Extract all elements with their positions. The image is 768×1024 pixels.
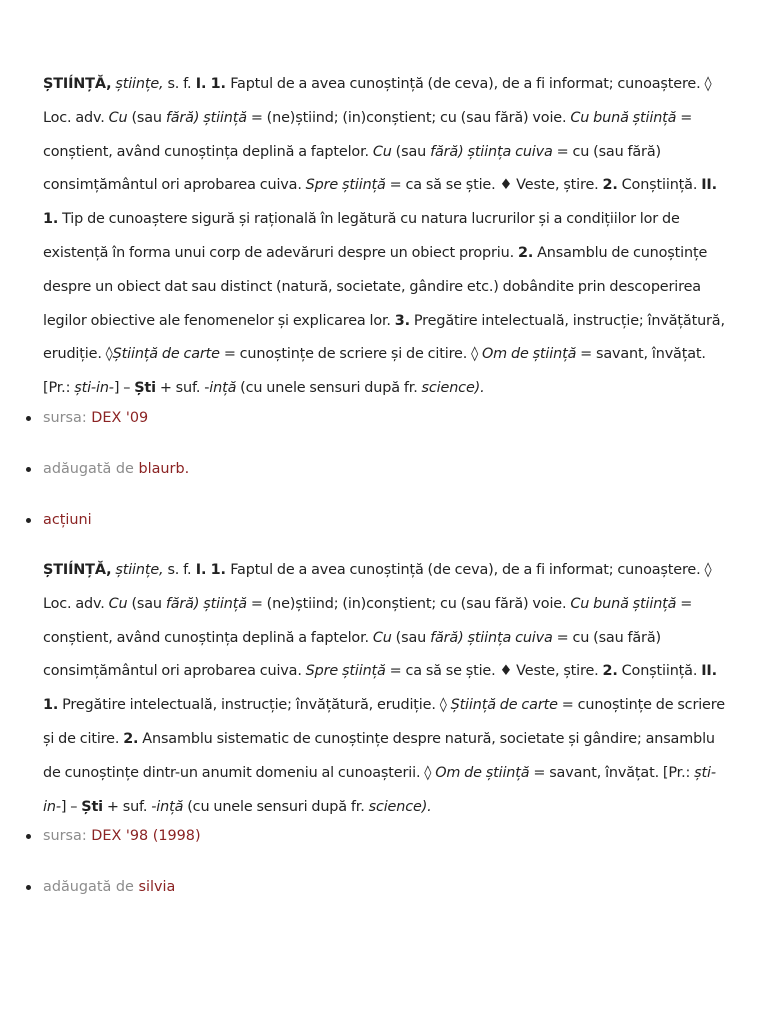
actions-item (43, 508, 728, 532)
entry-meta (43, 406, 728, 532)
sense-number: 2. (123, 730, 139, 747)
italic-phrase: Cu (372, 629, 392, 646)
headword: ȘTIÍNȚĂ, (43, 561, 112, 578)
sense-number: I. 1. (191, 76, 231, 92)
sense-number: 2. (517, 244, 534, 261)
italic-phrase: Știință de carte (450, 697, 558, 714)
definition-fragment: Pregătire intelectuală, instrucție; învățătură, erudiție. ◊ (58, 697, 451, 714)
definition-entry (43, 68, 728, 532)
definition-fragment: (sau (391, 143, 431, 160)
sense-number: I. 1. (191, 561, 231, 578)
definition-fragment: = cunoștințe de scriere și de citire. (43, 697, 725, 747)
sense-number: 2. (602, 177, 618, 194)
sense-number: Ști (81, 798, 103, 815)
italic-phrase: Cu bună știință (570, 595, 677, 612)
italic-phrase: fără) știință (165, 109, 247, 126)
definition-fragment: Pregătire intelectuală, instrucție; învățătură, erudiție. ◊ (43, 312, 725, 363)
definition-fragment: (cu unele sensuri după fr. (236, 380, 422, 397)
definition-text (43, 554, 728, 824)
added-by-user-link[interactable]: silvia (138, 879, 176, 896)
definition-fragment: = ca să se știe. ♦ Veste, știre. (385, 663, 603, 680)
added-by-label: adăugată de (43, 460, 134, 477)
definition-fragment: Tip de cunoaștere sigură și rațională în legătură cu natura lucrurilor și a condițiilor lor de existență în forma unui corp de adevăruri despre un obiect propriu. (43, 211, 680, 261)
italic-phrase: ști-in- (74, 380, 114, 397)
italic-phrase: fără) știință (165, 595, 247, 612)
added-by-item (43, 875, 728, 899)
definition-fragment: (sau (127, 109, 166, 126)
definition-fragment: ] – (113, 380, 135, 397)
italic-phrase: Cu (108, 595, 128, 612)
sense-number: 2. (602, 663, 618, 680)
definition-fragment: (sau (391, 629, 431, 646)
plural-form: științe, (115, 76, 164, 92)
italic-phrase: -ință (151, 798, 184, 815)
source-link[interactable]: DEX '98 (1998) (91, 828, 201, 845)
part-of-speech: s. f. (167, 561, 192, 578)
added-by-user-link[interactable]: blaurb. (138, 460, 190, 477)
sense-number: II. 1. (43, 663, 717, 714)
definition-fragment: + suf. (102, 798, 152, 815)
actions-link[interactable]: acțiuni (43, 511, 92, 528)
definition-fragment: Conștiință. (617, 663, 702, 680)
sense-number: 3. (394, 312, 410, 329)
italic-phrase: science). (368, 798, 432, 815)
definition-fragment: = ca să se știe. ♦ Veste, știre. (385, 177, 603, 194)
source-label: sursa: (43, 409, 87, 426)
definition-fragment: Faptul de a avea cunoștință (de ceva), de a fi informat; cunoaștere. ◊ Loc. adv. (43, 561, 712, 612)
definition-entry (43, 554, 728, 899)
source-item (43, 406, 728, 430)
definition-fragment: = cu (sau fără) consimțământul ori aprobarea cuiva. (43, 629, 661, 680)
sense-number: II. 1. (43, 177, 717, 228)
definition-fragment: (sau (127, 595, 166, 612)
definition-fragment: = savant, învățat. [Pr.: (529, 764, 695, 781)
definition-fragment: ] – (60, 798, 82, 815)
definition-fragment: = conștient, având cunoștința deplină a faptelor. (43, 109, 693, 160)
italic-phrase: Cu bună știință (570, 109, 677, 126)
sense-number: Ști (134, 380, 156, 397)
definition-fragment: (cu unele sensuri după fr. (183, 798, 369, 815)
italic-phrase: ință (209, 380, 237, 397)
source-label: sursa: (43, 828, 87, 845)
definition-text (43, 68, 728, 406)
italic-phrase: science). (421, 380, 485, 397)
definition-fragment: + suf. - (155, 380, 210, 397)
source-item (43, 824, 728, 848)
definition-fragment: Ansamblu sistematic de cunoștințe despre natură, societate și gândire; ansamblu de cunoștințe dintr-un anumit domeniu al cunoașterii. ◊ (43, 730, 715, 781)
definition-fragment: Faptul de a avea cunoștință (de ceva), de a fi informat; cunoaștere. ◊ Loc. adv. (43, 76, 712, 126)
definition-body (43, 76, 725, 396)
italic-phrase: fără) știința cuiva (430, 143, 553, 160)
definition-fragment: = conștient, având cunoștința deplină a faptelor. (43, 595, 693, 646)
added-by-label: adăugată de (43, 879, 134, 896)
italic-phrase: Spre știință (305, 177, 386, 194)
italic-phrase: Cu (372, 143, 392, 160)
headword: ȘTIÍNȚĂ, (43, 76, 112, 92)
plural-form: științe, (115, 561, 164, 578)
definition-fragment: = (ne)știind; (in)conștient; cu (sau fără) voie. (246, 595, 571, 612)
italic-phrase: ști-in- (43, 764, 716, 815)
definition-fragment: = (ne)știind; (in)conștient; cu (sau fără) voie. (246, 109, 571, 126)
added-by-item (43, 457, 728, 481)
italic-phrase: fără) știința cuiva (430, 629, 553, 646)
part-of-speech: s. f. (167, 76, 192, 92)
definition-body (43, 562, 725, 815)
italic-phrase: Om de știință (435, 764, 530, 781)
italic-phrase: Cu (108, 109, 128, 126)
definition-fragment: Conștiință. (617, 177, 702, 194)
entry-meta (43, 824, 728, 899)
definition-fragment: = cunoștințe de scriere și de citire. ◊ (219, 346, 482, 363)
italic-phrase: Spre știință (305, 663, 386, 680)
definition-fragment: = cu (sau fără) consimțământul ori aprobarea cuiva. (43, 143, 661, 194)
definition-fragment: = savant, învățat. [Pr.: (43, 346, 706, 397)
definition-fragment: Ansamblu de cunoștințe despre un obiect dat sau distinct (natură, societate, gândire etc.) dobândite prin descoperirea legilor obiective ale fenomenelor și explicarea lor. (43, 244, 708, 329)
italic-phrase: Știință de carte (112, 346, 220, 363)
source-link[interactable]: DEX '09 (91, 409, 149, 426)
italic-phrase: Om de știință (481, 346, 577, 363)
